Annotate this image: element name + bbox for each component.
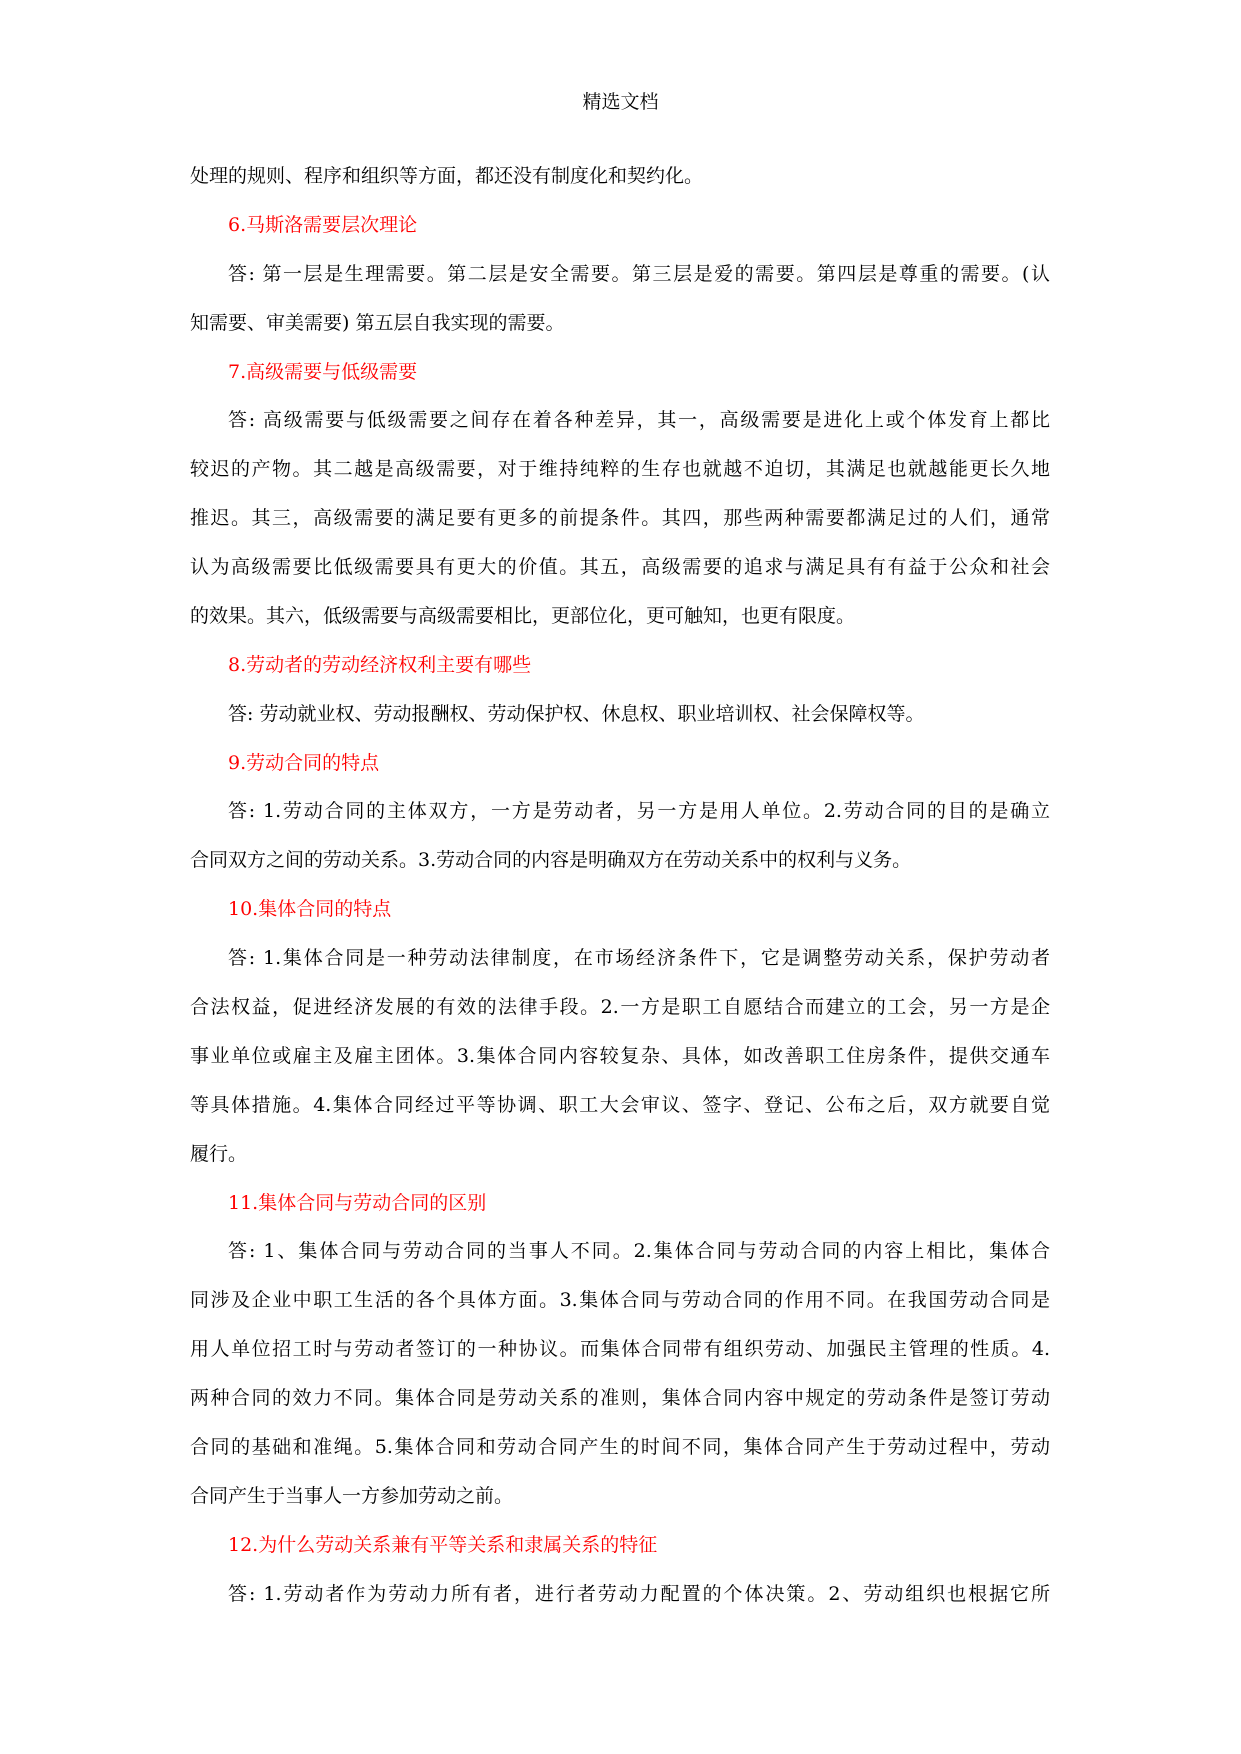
paragraph-line: 同涉及企业中职工生活的各个具体方面。3.集体合同与劳动合同的作用不同。在我国劳动合同是 <box>190 1289 1050 1311</box>
section-6 <box>190 201 1050 348</box>
paragraph-line: 的效果。其六，低级需要与高级需要相比，更部位化，更可触知，也更有限度。 <box>190 605 856 627</box>
paragraph-line: 答: 1.劳动者作为劳动力所有者，进行者劳动力配置的个体决策。2、劳动组织也根据它所 <box>228 1582 1050 1605</box>
document-body <box>190 152 1050 1619</box>
section-11 <box>190 1179 1050 1522</box>
paragraph-line: 履行。 <box>190 1142 248 1165</box>
section-heading: 6.马斯洛需要层次理论 <box>228 214 418 236</box>
paragraph-line: 答: 高级需要与低级需要之间存在着各种差异，其一，高级需要是进化上或个体发育上都比 <box>228 409 1050 431</box>
section-12 <box>190 1521 1050 1619</box>
paragraph-line: 合同双方之间的劳动关系。3.劳动合同的内容是明确双方在劳动关系中的权利与义务。 <box>190 849 912 871</box>
paragraph-line: 用人单位招工时与劳动者签订的一种协议。而集体合同带有组织劳动、加强民主管理的性质。4. <box>190 1338 1050 1360</box>
section-heading: 12.为什么劳动关系兼有平等关系和隶属关系的特征 <box>228 1534 658 1556</box>
section-8 <box>190 641 1050 739</box>
section-heading: 7.高级需要与低级需要 <box>228 360 418 383</box>
section-heading: 11.集体合同与劳动合同的区别 <box>228 1191 487 1214</box>
paragraph-line: 事业单位或雇主及雇主团体。3.集体合同内容较复杂、具体，如改善职工住房条件，提供交通车 <box>190 1044 1050 1067</box>
section-heading: 8.劳动者的劳动经济权利主要有哪些 <box>228 654 532 676</box>
paragraph-line: 答: 第一层是生理需要。第二层是安全需要。第三层是爱的需要。第四层是尊重的需要。(认 <box>228 262 1050 285</box>
section-continuation <box>190 152 1050 201</box>
paragraph-line: 较迟的产物。其二越是高级需要，对于维持纯粹的生存也就越不迫切，其满足也就越能更长久地 <box>190 458 1050 480</box>
section-9 <box>190 739 1050 886</box>
paragraph-line: 合同产生于当事人一方参加劳动之前。 <box>190 1485 514 1507</box>
paragraph-line: 两种合同的效力不同。集体合同是劳动关系的准则，集体合同内容中规定的劳动条件是签订劳动 <box>190 1387 1050 1409</box>
paragraph-line: 等具体措施。4.集体合同经过平等协调、职工大会审议、签字、登记、公布之后，双方就要自觉 <box>190 1093 1050 1116</box>
paragraph-line: 合法权益，促进经济发展的有效的法律手段。2.一方是职工自愿结合而建立的工会，另一方是企 <box>190 995 1050 1018</box>
paragraph-line: 答: 劳动就业权、劳动报酬权、劳动保护权、休息权、职业培训权、社会保障权等。 <box>228 702 925 725</box>
paragraph-line: 答: 1.集体合同是一种劳动法律制度，在市场经济条件下，它是调整劳动关系，保护劳动者 <box>228 946 1050 969</box>
page-header: 精选文档 <box>582 91 659 113</box>
paragraph-line: 认为高级需要比低级需要具有更大的价值。其五，高级需要的追求与满足具有有益于公众和社会 <box>190 556 1050 578</box>
paragraph-line: 知需要、审美需要) 第五层自我实现的需要。 <box>190 311 565 334</box>
paragraph-line: 答: 1.劳动合同的主体双方，一方是劳动者，另一方是用人单位。2.劳动合同的目的是确立 <box>228 800 1050 822</box>
paragraph-line: 推迟。其三，高级需要的满足要有更多的前提条件。其四，那些两种需要都满足过的人们，通常 <box>190 507 1050 529</box>
section-heading: 9.劳动合同的特点 <box>228 751 380 774</box>
paragraph-line: 合同的基础和准绳。5.集体合同和劳动合同产生的时间不同，集体合同产生于劳动过程中，劳动 <box>190 1436 1050 1458</box>
section-7 <box>190 348 1050 642</box>
section-heading: 10.集体合同的特点 <box>228 898 392 920</box>
section-10 <box>190 885 1050 1179</box>
paragraph-line: 处理的规则、程序和组织等方面，都还没有制度化和契约化。 <box>190 165 704 187</box>
paragraph-line: 答: 1、集体合同与劳动合同的当事人不同。2.集体合同与劳动合同的内容上相比，集体合 <box>228 1240 1050 1262</box>
